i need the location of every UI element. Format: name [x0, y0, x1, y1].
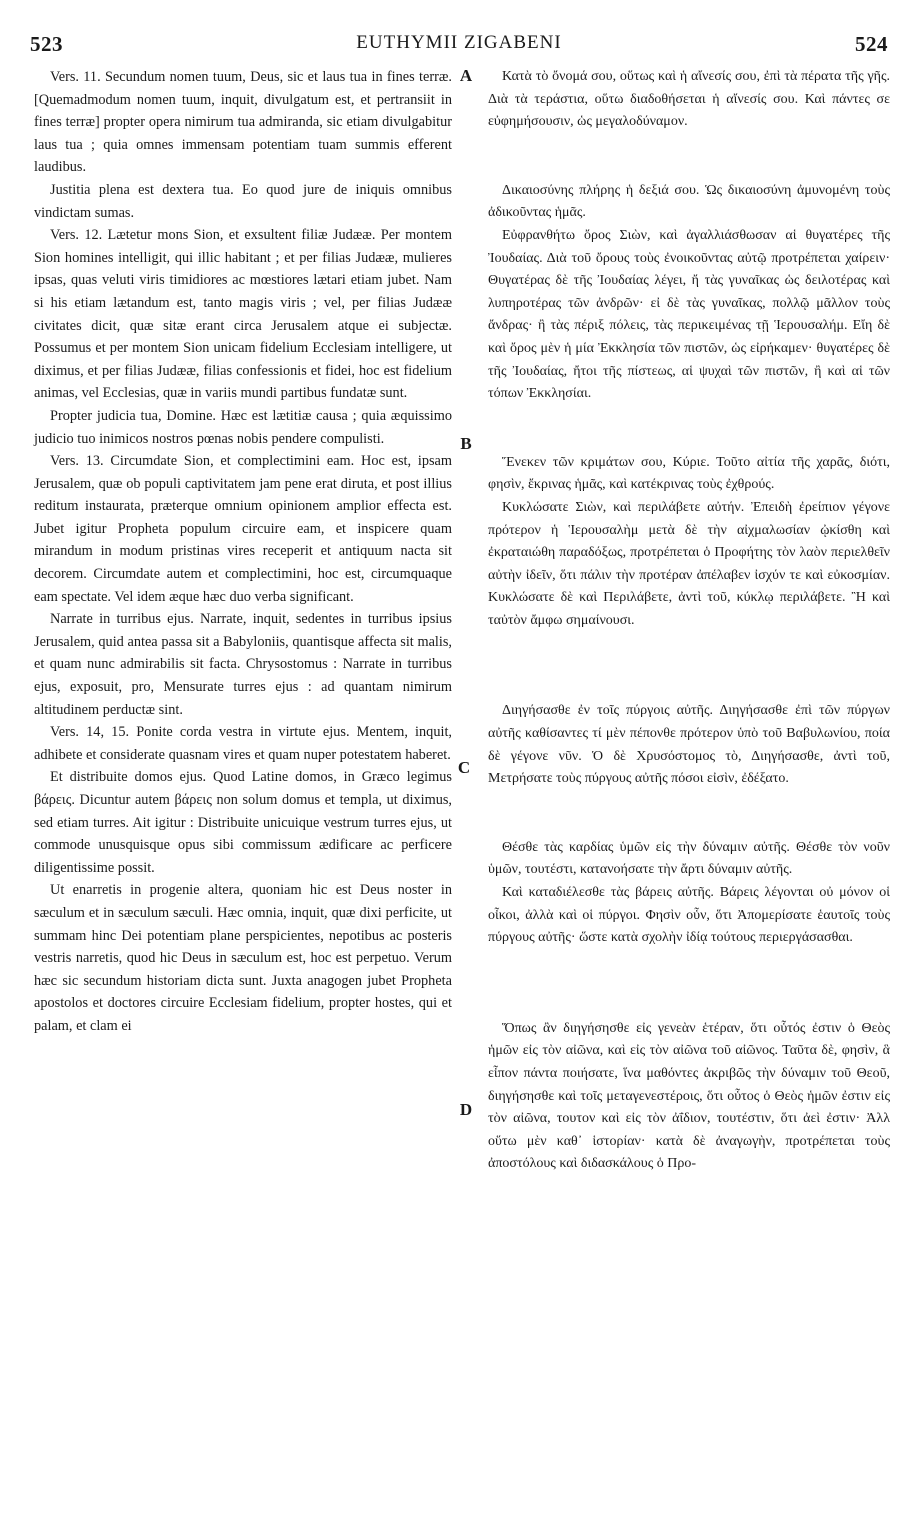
latin-paragraph: Vers. 12. Lætetur mons Sion, et exsultent filiæ Judææ. Per montem Sion homines intelligit, qui illic habitant ; et per filias Judææ, mulieres ipsas, quas veluti viris timidiores ac mœstiores lætari etiam jubet. Nam si his etiam lætandum est, tanto magis viris ; vel, per filias Judææ civitates dicit, quæ sitæ erant circa Jerusalem atque ei subjectæ. Possumus et per montem Sion unicam fidelium Ecclesiam intelligere, ut diximus, et per filias Judææ, filias confessionis et fidei, hoc est fidelium animas, vel Ecclesias, quæ in variis mundi partibus fundatæ sunt.: [34, 227, 452, 402]
page-number-right: 524: [855, 32, 888, 56]
greek-paragraph: Καὶ καταδιέλεσθε τὰς βάρεις αὐτῆς. Βάρεις λέγονται οὐ μόνον οἱ οἶκοι, ἀλλὰ καὶ οἱ πύργοι. Φησὶν οὖν, ὅτι Ἀπομερίσατε ἑαυτοῖς τοὺς πύργους αὐτῆς· ὥστε κατὰ σχολὴν ἰδίᾳ τούτους περιεργάσασθαι.: [488, 885, 890, 946]
latin-paragraph: Ut enarretis in progenie altera, quoniam hic est Deus noster in sæculum et in sæculum sæculi. Hæc omnia, inquit, quæ dixi perficite, ut summam hinc Dei potentiam plane perspicientes, nepotibus ac posteris vestris narretis, quod hic Deus in sæculum est, hoc est perpetuo. Verum hæc sic secundum historiam dicta sunt. Juxta anagogen jubet Propheta apostolos et doctores circuire Ecclesiam fidelium, propter hostes, qui et palam, et clam ei: [34, 882, 452, 1034]
margin-marker-b: B: [460, 434, 472, 453]
greek-column: [488, 66, 890, 1176]
latin-paragraph: Propter judicia tua, Domine. Hæc est lætitiæ causa ; quia æquissimo judicio tuo inimicos nostros pœnas nobis pendere compulisti.: [34, 407, 452, 447]
latin-paragraph: Vers. 13. Circumdate Sion, et complectimini eam. Hoc est, ipsam Jerusalem, quæ ob populi captivitatem jam pene erat diruta, et post illius reditum instaurata, præterque omnium opinionem amplior effecta est. Jubet igitur Propheta populum circuire eam, et inspicere quam mirandum in modum pristinas vires receperit et antiquum nacta sit decorem. Circumdate autem et complectimini, hoc est, circumquaque eam spectate. Vel idem æque hæc duo verba significant.: [34, 453, 452, 605]
latin-paragraph: Justitia plena est dextera tua. Eo quod jure de iniquis omnibus vindictam sumas.: [34, 181, 452, 221]
latin-paragraph: Et distribuite domos ejus. Quod Latine domos, in Græco legimus βάρεις. Dicuntur autem βάρεις non solum domus et templa, ut diximus, sed etiam turres. Ait igitur : Distribuite unicuique vestrum turres ejus, ut commode unusquisque opus sibi commissum ædificare ac perficere diligentissime possit.: [34, 769, 452, 876]
latin-paragraph: Vers. 14, 15. Ponite corda vestra in virtute ejus. Mentem, inquit, adhibete et considerate quasnam vires et quam nuper potestatem haberet.: [34, 724, 452, 763]
greek-paragraph: Διηγήσασθε ἐν τοῖς πύργοις αὐτῆς. Διηγήσασθε ἐπὶ τῶν πύργων αὐτῆς καθίσαντες τί μὲν πέπονθε πρότερον ὑπὸ τοῦ Βαβυλωνίου, ποία δὲ γέγονε νῦν. Ὁ δὲ Χρυσόστομος τὸ, Διηγήσασθε, ἀντὶ τοῦ, Μετρήσατε τοὺς πύργους αὐτῆς πόσοι εἰσὶν, ἐδέξατο.: [488, 703, 890, 787]
margin-marker-c: C: [457, 758, 471, 777]
page-number-left: 523: [30, 32, 63, 56]
latin-column: [34, 66, 452, 1038]
margin-marker-d: D: [459, 1100, 473, 1119]
latin-paragraph: Vers. 11. Secundum nomen tuum, Deus, sic et laus tua in fines terræ. [Quemadmodum nomen tuum, inquit, divulgatum est, et pertransiit in fines terræ] propter opera nimirum tua admiranda, sic etiam divulgabitur laus tua ; quia omnes immensam potentiam tuam summis efferent laudibus.: [34, 69, 452, 176]
latin-paragraph: Narrate in turribus ejus. Narrate, inquit, sedentes in turribus ipsius Jerusalem, quid antea passa sit a Babyloniis, quantisque affecta sit malis, et quam nunc admirabilis sit facta. Chrysostomus : Narrate in turribus ejus, exposuit, pro, Mensurate turres ejus : ad quantam nimirum altitudinem perductæ sint.: [34, 611, 452, 718]
page-header: [30, 28, 888, 64]
greek-paragraph: Ὅπως ἂν διηγήσησθε εἰς γενεὰν ἑτέραν, ὅτι οὗτός ἐστιν ὁ Θεὸς ἡμῶν εἰς τὸν αἰῶνα, καὶ εἰς τὸν αἰῶνα τοῦ αἰῶνος. Ταῦτα δὲ, φησὶν, ἃ εἶπον πάντα ποιήσατε, ἵνα μαθόντες ἀκριβῶς τὴν δύναμιν τοῦ Θεοῦ, διηγήσησθε καὶ τοῖς μεταγενεστέροις, ὅτι οὗτος ὁ Θεὸς ἡμῶν ἐστιν εἰς τὸν αἰῶνα, τουτον καὶ εἰς τὸν ἀΐδιον, τουτέστιν, ὅτι ἀεὶ ἐστιν· Ἀλλ οὕτω μὲν καθ᾽ ἱστορίαν· κατὰ δὲ ἀναγωγὴν, προτρέπεται τοὺς ἀποστόλους καὶ διδασκάλους ὁ Προ-: [488, 1020, 890, 1172]
greek-paragraph: Ἕνεκεν τῶν κριμάτων σου, Κύριε. Τοῦτο αἰτία τῆς χαρᾶς, διότι, φησὶν, ἔκρινας ἡμᾶς, καὶ κατέκρινας τοὺς ἐχθρούς.: [488, 454, 890, 493]
greek-paragraph: Κυκλώσατε Σιὼν, καὶ περιλάβετε αὐτήν. Ἐπειδὴ ἐρείπιον γέγονε πρότερον ἡ Ἱερουσαλὴμ μετὰ δὲ τὴν αἰχμαλωσίαν ᾠκίσθη καὶ ἐκραταιώθη παραδόξως, προτρέπεται ὁ Προφήτης τὸν λαὸν περιελθεῖν αὐτὴν ἰδεῖν, ὅτι πάλιν τὴν προτέραν ἀπέλαβεν ἰσχύν τε καὶ εὐκοσμίαν. Κυκλώσατε δὲ καὶ Περιλάβετε, ἀντὶ τοῦ, κύκλῳ περιλάβετε. Ἢ καὶ ταὐτὸν ἄμφω σημαίνουσι.: [488, 499, 890, 628]
greek-paragraph: Θέσθε τὰς καρδίας ὑμῶν εἰς τὴν δύναμιν αὐτῆς. Θέσθε τὸν νοῦν ὑμῶν, τουτέστι, κατανοήσατε τὴν ἄρτι δύναμιν αὐτῆς.: [488, 839, 890, 878]
margin-marker-a: A: [459, 66, 473, 85]
greek-paragraph: Δικαιοσύνης πλήρης ἡ δεξιά σου. Ὡς δικαιοσύνη ἀμυνομένη τοὺς ἀδικοῦντας ἡμᾶς.: [488, 182, 890, 221]
greek-paragraph: Εὐφρανθήτω ὄρος Σιὼν, καὶ ἀγαλλιάσθωσαν αἱ θυγατέρες τῆς Ἰουδαίας. Διὰ τοῦ ὄρους τοὺς ἐνοικοῦντας αὐτῷ προτρέπεται χαίρειν· Θυγατέρας δὲ τῆς Ἰουδαίας λέγει, ἤ τὰς γυναῖκας ὡς δειλοτέρας καὶ λυπηροτέρας τῶν ἀνδρῶν· εἰ δὲ τὰς γυναῖκας, πολλῷ μᾶλλον τοὺς ἄνδρας· ἢ τὰς πέριξ πόλεις, τὰς περικειμένας τῇ Ἱερουσαλήμ. Εἴη δὲ καὶ ὄρος μὲν ἡ μία Ἐκκλησία τῶν πιστῶν, ὡς εἰρήκαμεν· θυγατέρες δὲ τῆς Ἰουδαίας, ἤτοι τῆς πίστεως, αἱ ψυχαὶ τῶν πιστῶν, ἢ καὶ αἱ τῶν τόπων Ἐκκλησίαι.: [488, 227, 890, 402]
running-title: EUTHYMII ZIGABENI: [356, 32, 562, 53]
greek-paragraph: Κατὰ τὸ ὄνομά σου, οὕτως καὶ ἡ αἴνεσίς σου, ἐπὶ τὰ πέρατα τῆς γῆς. Διὰ τὰ τεράστια, οὕτω διαδοθήσεται ἡ αἴνεσίς σου. Καὶ πάντες σε εὐφημήσουσιν, ὡς μεγαλοδύναμον.: [488, 69, 890, 130]
